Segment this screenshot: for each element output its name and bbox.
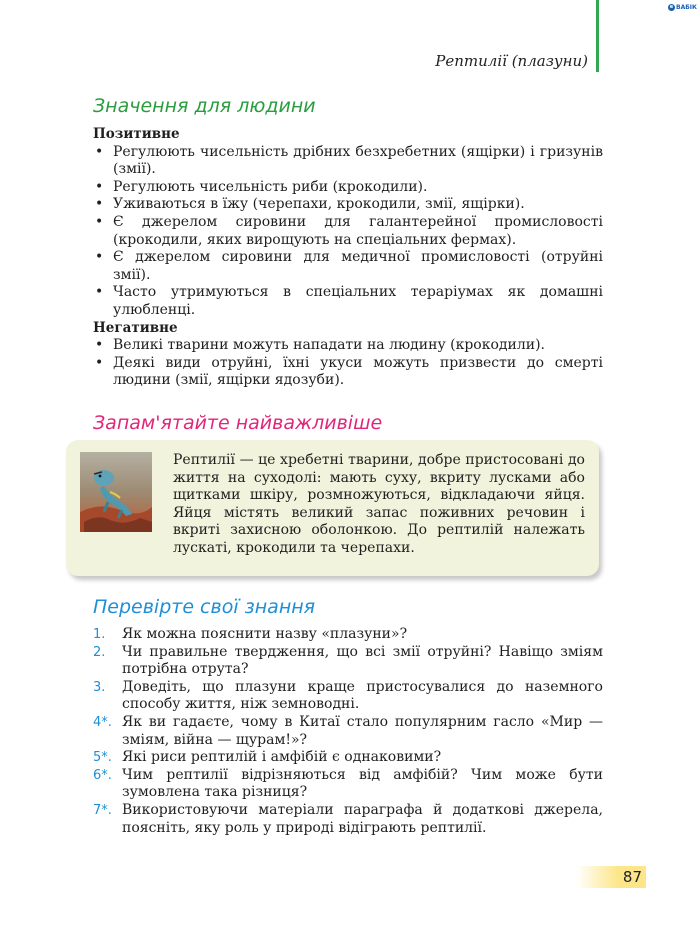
list-item: • Є джерелом сировини для галантерейної промисловості (крокодили, яких вирощують на спеціальних фермах). bbox=[93, 214, 603, 249]
page-number-bar bbox=[576, 866, 646, 888]
list-item: • Уживаються в їжу (черепахи, крокодили, змії, ящірки). bbox=[93, 196, 603, 214]
summary-text: Рептилії — це хребетні тварини, добре пристосовані до життя на суходолі: мають суху, вкриту лусками або щитками шкіру, розмножуються, відкладаючи яйця. Яйця містять великий запас поживних речовин і вкриті захисною оболонкою. До рептилій належать лускаті, крокодили та черепахи. bbox=[173, 452, 585, 556]
positive-label: Позитивне bbox=[93, 126, 180, 142]
list-item: • Регулюють чисельність дрібних безхребетних (ящірки) і гризунів (змії). bbox=[93, 144, 603, 179]
list-item: • Великі тварини можуть нападати на людину (крокодили). bbox=[93, 337, 603, 355]
header-divider bbox=[596, 0, 599, 72]
review-heading: Перевірте свої знання bbox=[93, 596, 316, 618]
question-text: Як ви гадаєте, чому в Китаї стало популярним гасло «Мир — зміям, війна — щурам!»? bbox=[122, 713, 603, 748]
question-item bbox=[93, 749, 603, 767]
question-number: 5*. bbox=[93, 750, 112, 766]
question-list bbox=[93, 626, 603, 837]
question-number: 3. bbox=[93, 679, 106, 695]
question-text: Використовуючи матеріали параграфа й додаткові джерела, поясніть, яку роль у природі відіграють рептилії. bbox=[122, 801, 603, 836]
question-number: 2. bbox=[93, 644, 106, 660]
question-text: Чим рептилії відрізняються від амфібій? Чим може бути зумовлена така різниця? bbox=[122, 766, 603, 801]
negative-list bbox=[93, 337, 603, 390]
question-item bbox=[93, 679, 603, 714]
question-number: 7*. bbox=[93, 802, 112, 818]
question-item bbox=[93, 626, 603, 644]
question-item bbox=[93, 644, 603, 679]
summary-heading: Запам'ятайте найважливіше bbox=[93, 412, 383, 434]
question-text: Які риси рептилій і амфібій є однаковими? bbox=[122, 749, 442, 766]
question-item bbox=[93, 802, 603, 837]
question-text: Чи правильне твердження, що всі змії отруйні? Навіщо зміям потрібна отрута? bbox=[122, 643, 603, 678]
question-number: 6*. bbox=[93, 767, 112, 783]
negative-label: Негативне bbox=[93, 319, 178, 336]
summary-box bbox=[66, 440, 599, 576]
list-item: • Регулюють чисельність риби (крокодили). bbox=[93, 179, 603, 197]
question-number: 4*. bbox=[93, 714, 112, 730]
list-item: • Часто утримуються в спеціальних тераріумах як домашні улюбленці. bbox=[93, 284, 603, 319]
publisher-logo: e ВАБІК bbox=[669, 4, 697, 11]
logo-icon: e bbox=[669, 4, 674, 10]
importance-section bbox=[93, 126, 603, 390]
page-number: 87 bbox=[622, 868, 642, 886]
question-text: Доведіть, що плазуни краще пристосувалися до наземного способу життя, ніж земноводні. bbox=[122, 678, 603, 713]
question-number: 1. bbox=[93, 627, 106, 642]
importance-heading: Значення для людини bbox=[93, 95, 316, 117]
positive-list bbox=[93, 144, 603, 320]
question-text: Як можна пояснити назву «плазуни»? bbox=[122, 626, 408, 642]
lizard-image bbox=[80, 452, 152, 532]
question-item bbox=[93, 714, 603, 749]
running-title: Рептилії (плазуни) bbox=[435, 52, 588, 70]
question-item bbox=[93, 767, 603, 802]
list-item: • Є джерелом сировини для медичної промисловості (отруйні змії). bbox=[93, 249, 603, 284]
review-section bbox=[93, 626, 603, 837]
list-item: • Деякі види отруйні, їхні укуси можуть призвести до смерті людини (змії, ящірки ядозуби). bbox=[93, 355, 603, 390]
